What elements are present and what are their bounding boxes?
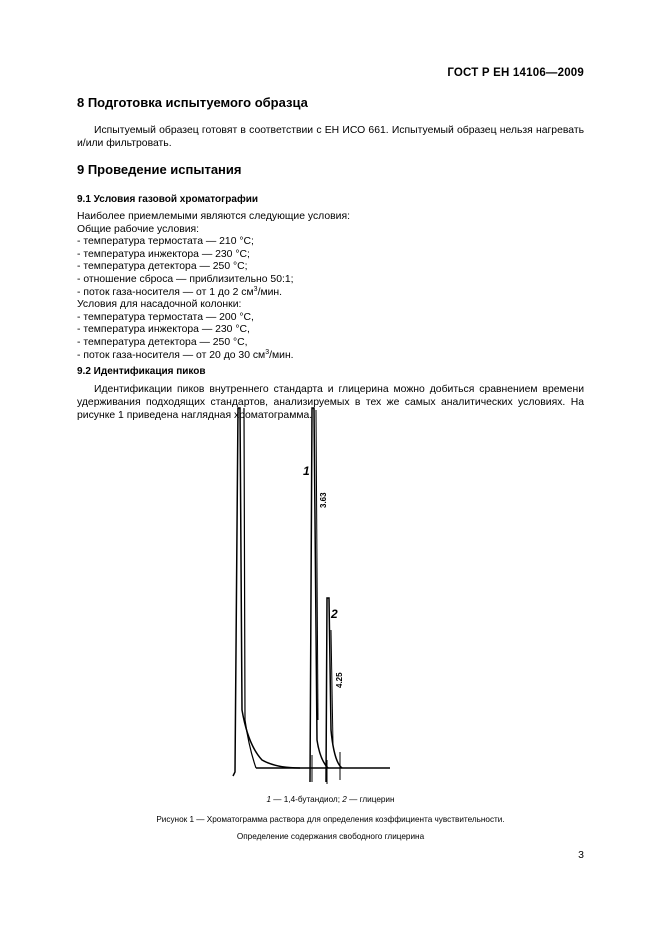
peak-2-label: 2 xyxy=(331,607,338,621)
figure-caption-line-2: Определение содержания свободного глицерина xyxy=(236,832,425,841)
peak-2-retention-time: 4.25 xyxy=(335,672,344,688)
figure-caption-line-1: Рисунок 1 — Хроматограмма раствора для определения коэффициента чувствительности. xyxy=(156,815,505,824)
general-conditions-heading: Общие рабочие условия: xyxy=(77,223,200,235)
section-9-2-text: Идентификации пиков внутреннего стандарта и глицерина можно добиться сравнением времени удерживания подходящих стандартов, анализируемых в тех же самых аналитических условиях. На рисунке 1 приведена наглядная хроматограмма. xyxy=(77,384,584,421)
section-9-2-title: 9.2 Идентификация пиков xyxy=(77,366,206,377)
peak-1-retention-time: 3.63 xyxy=(319,492,328,508)
condition-item: - отношение сброса — приблизительно 50:1; xyxy=(77,273,294,285)
section-9-1-title: 9.1 Условия газовой хроматографии xyxy=(77,194,259,205)
section-8-text: Испытуемый образец готовят в соответствии с ЕН ИСО 661. Испытуемый образец нельзя нагревать и/или фильтровать. xyxy=(77,125,584,149)
document-header: ГОСТ Р ЕН 14106—2009 xyxy=(447,67,584,79)
conditions-intro: Наиболее приемлемыми являются следующие условия: xyxy=(77,211,350,222)
condition-item: - поток газа-носителя — от 20 до 30 $см^3$/мин. xyxy=(77,348,294,361)
condition-item: - температура детектора — 250 °С; xyxy=(77,261,248,273)
peak-1 xyxy=(310,408,328,782)
section-8-title: 8 Подготовка испытуемого образца xyxy=(77,95,308,110)
legend-number-1: 1 xyxy=(266,795,272,804)
figure-legend xyxy=(77,795,584,804)
legend-text-2: — глицерин xyxy=(346,795,395,804)
condition-item: - температура детектора — 250 °С, xyxy=(77,336,248,348)
page-number: 3 xyxy=(578,849,584,861)
figure-caption xyxy=(60,811,601,845)
condition-item: - температура инжектора — 230 °С, xyxy=(77,324,250,336)
solvent-peak-edge xyxy=(244,408,256,768)
condition-item: - температура термостата — 200 °С, xyxy=(77,311,254,323)
condition-item: - температура термостата — 210 °С; xyxy=(77,236,254,248)
legend-number-2: 2 xyxy=(342,795,347,804)
solvent-peak xyxy=(233,408,300,776)
packed-column-heading: Условия для насадочной колонки: xyxy=(77,299,242,311)
legend-text-1: — 1,4-бутандиол; xyxy=(271,795,343,804)
condition-item: - температура инжектора — 230 °С; xyxy=(77,248,250,260)
condition-item: - поток газа-носителя — от 1 до 2 $см^3$/мин. xyxy=(77,285,283,298)
peak-1-label: 1 xyxy=(303,464,310,478)
section-9-title: 9 Проведение испытания xyxy=(77,162,242,177)
